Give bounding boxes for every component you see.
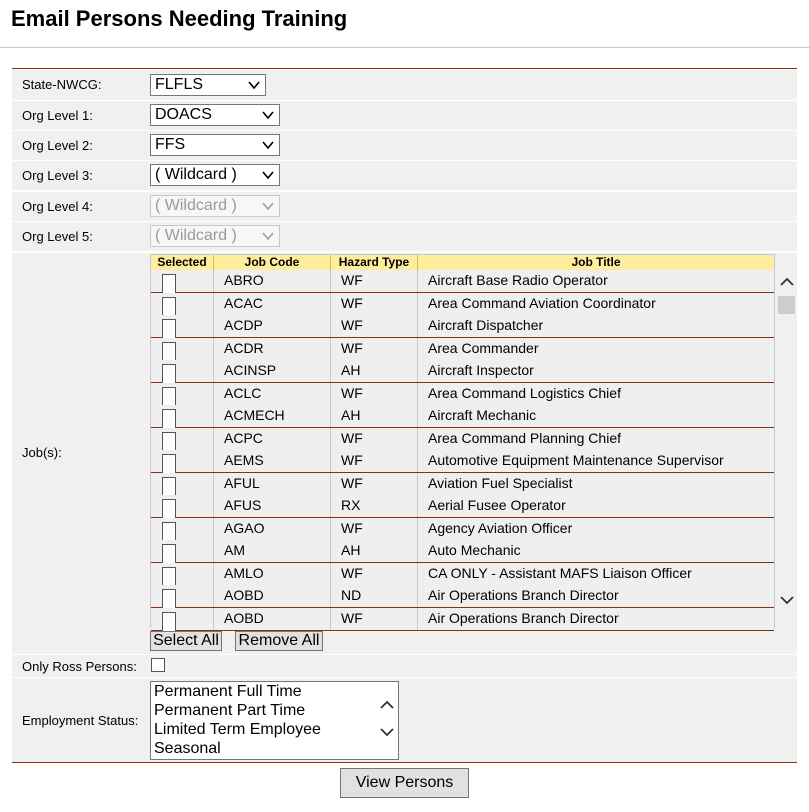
- column-divider: [213, 450, 214, 472]
- hazard-type-cell: AH: [341, 542, 361, 558]
- column-divider: [417, 293, 418, 315]
- employment-status-listbox[interactable]: [150, 681, 399, 760]
- org-level-2-value: FFS: [155, 136, 186, 153]
- hazard-type-cell: AH: [341, 407, 361, 423]
- only-ross-label: Only Ross Persons:: [22, 659, 137, 674]
- job-row[interactable]: [151, 473, 774, 496]
- employment-row: [12, 678, 797, 762]
- column-divider: [330, 518, 331, 540]
- column-divider: [213, 293, 214, 315]
- column-divider: [417, 405, 418, 427]
- column-divider: [213, 270, 214, 292]
- org-level-2-label: Org Level 2:: [22, 138, 93, 153]
- hazard-type-cell: WF: [341, 294, 363, 311]
- column-divider: [213, 383, 214, 405]
- column-divider: [330, 383, 331, 405]
- column-divider: [213, 608, 214, 630]
- hazard-type-cell: WF: [341, 429, 363, 446]
- remove-all-button[interactable]: Remove All: [235, 631, 323, 651]
- job-row[interactable]: [151, 495, 774, 518]
- hazard-type-cell: WF: [341, 474, 363, 491]
- column-divider: [213, 428, 214, 450]
- filter-row-org3: [12, 161, 797, 190]
- org-level-3-label: Org Level 3:: [22, 168, 93, 183]
- hazard-type-cell: WF: [341, 317, 363, 333]
- job-row[interactable]: [151, 293, 774, 316]
- column-divider: [330, 270, 331, 292]
- select-all-button[interactable]: Select All: [150, 631, 222, 651]
- column-divider: [330, 315, 331, 337]
- column-divider: [417, 473, 418, 495]
- job-row[interactable]: [151, 608, 774, 631]
- column-divider: [330, 540, 331, 562]
- org-level-4-value: ( Wildcard ): [155, 197, 237, 214]
- org-level-3-select[interactable]: [150, 164, 280, 186]
- filter-row-org2: [12, 131, 797, 160]
- job-code-cell: ACLC: [224, 384, 262, 401]
- job-code-cell: AGAO: [224, 519, 265, 536]
- chevron-down-icon[interactable]: [379, 724, 395, 740]
- hazard-type-cell: WF: [341, 609, 363, 626]
- column-divider: [330, 338, 331, 360]
- chevron-down-icon: [261, 108, 275, 122]
- column-divider: [213, 338, 214, 360]
- job-code-cell: ACPC: [224, 429, 263, 446]
- column-divider: [213, 473, 214, 495]
- job-row[interactable]: [151, 518, 774, 541]
- job-row[interactable]: [151, 563, 774, 586]
- column-divider: [213, 315, 214, 337]
- org-level-4-label: Org Level 4:: [22, 199, 93, 214]
- column-divider: [417, 450, 418, 472]
- jobs-table: [150, 254, 775, 628]
- job-code-cell: AFUL: [224, 474, 260, 491]
- column-divider: [330, 563, 331, 585]
- org-level-1-select[interactable]: [150, 104, 280, 126]
- filter-row-org1: [12, 101, 797, 130]
- column-header-selected[interactable]: Selected: [151, 255, 214, 270]
- column-divider: [330, 293, 331, 315]
- job-row[interactable]: [151, 315, 774, 338]
- column-divider: [417, 518, 418, 540]
- chevron-up-icon[interactable]: [379, 697, 395, 713]
- only-ross-checkbox[interactable]: [151, 658, 165, 672]
- job-code-cell: ACAC: [224, 294, 263, 311]
- chevron-up-icon[interactable]: [779, 274, 795, 290]
- column-divider: [417, 495, 418, 517]
- org-level-1-label: Org Level 1:: [22, 108, 93, 123]
- job-title-cell: Aviation Fuel Specialist: [428, 474, 573, 491]
- column-divider: [330, 428, 331, 450]
- column-divider: [417, 315, 418, 337]
- column-header-job-title[interactable]: Job Title: [571, 255, 621, 269]
- chevron-down-icon: [261, 168, 275, 182]
- column-divider: [417, 540, 418, 562]
- job-code-cell: AOBD: [224, 587, 264, 603]
- column-divider: [213, 405, 214, 427]
- job-code-cell: ACDP: [224, 317, 263, 333]
- job-row[interactable]: [151, 270, 774, 293]
- job-code-cell: AMLO: [224, 564, 264, 581]
- page-title: Email Persons Needing Training: [11, 6, 348, 31]
- org-level-1-value: DOACS: [155, 106, 212, 123]
- job-title-cell: Aircraft Inspector: [428, 362, 534, 378]
- column-divider: [330, 450, 331, 472]
- employment-status-label: Employment Status:: [22, 713, 139, 728]
- view-persons-button[interactable]: View Persons: [340, 768, 469, 798]
- hazard-type-cell: WF: [341, 519, 363, 536]
- column-divider: [330, 405, 331, 427]
- org-level-4-select: [150, 195, 280, 217]
- job-title-cell: Area Command Aviation Coordinator: [428, 294, 656, 311]
- title-divider: [0, 47, 809, 48]
- column-divider: [417, 360, 418, 382]
- chevron-down-icon: [261, 138, 275, 152]
- job-title-cell: Air Operations Branch Director: [428, 609, 619, 626]
- filter-row-state: [12, 70, 797, 100]
- job-code-cell: ACMECH: [224, 407, 285, 423]
- column-divider: [330, 585, 331, 607]
- state-select-value: FLFLS: [155, 76, 204, 93]
- job-title-cell: Aircraft Mechanic: [428, 407, 537, 423]
- chevron-down-icon: [261, 229, 275, 243]
- filter-row-org5: [12, 222, 797, 251]
- job-row[interactable]: [151, 540, 774, 563]
- job-row[interactable]: [151, 338, 774, 361]
- employment-option[interactable]: Permanent Full Time: [154, 683, 302, 700]
- hazard-type-cell: AH: [341, 362, 361, 378]
- job-title-cell: Area Command Logistics Chief: [428, 384, 621, 401]
- job-title-cell: Agency Aviation Officer: [428, 519, 573, 536]
- job-title-cell: Area Command Planning Chief: [428, 429, 621, 446]
- hazard-type-cell: RX: [341, 497, 361, 513]
- column-divider: [330, 360, 331, 382]
- column-divider: [417, 428, 418, 450]
- job-title-cell: Aerial Fusee Operator: [428, 497, 566, 513]
- hazard-type-cell: WF: [341, 272, 363, 288]
- job-row[interactable]: [151, 585, 774, 608]
- column-divider: [330, 495, 331, 517]
- column-divider: [213, 563, 214, 585]
- jobs-label: Job(s):: [22, 445, 62, 460]
- hazard-type-cell: WF: [341, 452, 363, 468]
- form-bottom-divider: [12, 762, 797, 763]
- hazard-type-cell: WF: [341, 564, 363, 581]
- column-divider: [213, 585, 214, 607]
- job-code-cell: AM: [224, 542, 245, 558]
- state-label: State-NWCG:: [22, 77, 102, 92]
- hazard-type-cell: WF: [341, 339, 363, 356]
- job-code-cell: AOBD: [224, 609, 264, 626]
- column-divider: [330, 473, 331, 495]
- job-code-cell: AEMS: [224, 452, 264, 468]
- column-header-hazard-type[interactable]: Hazard Type: [331, 255, 418, 270]
- column-divider: [417, 338, 418, 360]
- chevron-down-icon: [261, 199, 275, 213]
- only-ross-row: [12, 655, 797, 677]
- chevron-down-icon: [247, 78, 261, 92]
- job-code-cell: ABRO: [224, 272, 264, 288]
- job-title-cell: Auto Mechanic: [428, 542, 521, 558]
- column-divider: [330, 608, 331, 630]
- job-row[interactable]: [151, 360, 774, 383]
- column-divider: [417, 585, 418, 607]
- jobs-scrollbar[interactable]: [777, 270, 797, 626]
- org-level-2-select[interactable]: [150, 134, 280, 156]
- org-level-5-select: [150, 225, 280, 247]
- org-level-5-label: Org Level 5:: [22, 229, 93, 244]
- job-title-cell: Aircraft Dispatcher: [428, 317, 544, 333]
- employment-option[interactable]: Seasonal: [154, 740, 221, 757]
- filter-row-org4: [12, 192, 797, 221]
- employment-option[interactable]: Limited Term Employee: [154, 721, 321, 738]
- employment-option[interactable]: Permanent Part Time: [154, 702, 306, 719]
- job-code-cell: ACDR: [224, 339, 264, 356]
- job-row[interactable]: [151, 450, 774, 473]
- hazard-type-cell: ND: [341, 587, 362, 603]
- column-divider: [213, 518, 214, 540]
- form-top-divider: [12, 68, 797, 69]
- job-title-cell: Aircraft Base Radio Operator: [428, 272, 608, 288]
- job-title-cell: Area Commander: [428, 339, 539, 356]
- state-select[interactable]: [150, 74, 266, 96]
- jobs-table-header: [151, 255, 774, 271]
- column-divider: [213, 495, 214, 517]
- column-divider: [213, 540, 214, 562]
- job-row[interactable]: [151, 405, 774, 428]
- job-row[interactable]: [151, 383, 774, 406]
- job-code-cell: AFUS: [224, 497, 262, 513]
- org-level-3-value: ( Wildcard ): [155, 166, 237, 183]
- hazard-type-cell: WF: [341, 384, 363, 401]
- column-header-job-code[interactable]: Job Code: [214, 255, 331, 270]
- job-code-cell: ACINSP: [224, 362, 277, 378]
- column-divider: [417, 270, 418, 292]
- job-row[interactable]: [151, 428, 774, 451]
- column-divider: [417, 608, 418, 630]
- job-title-cell: Automotive Equipment Maintenance Supervisor: [428, 452, 724, 468]
- org-level-5-value: ( Wildcard ): [155, 227, 237, 244]
- job-title-cell: CA ONLY - Assistant MAFS Liaison Officer: [428, 564, 692, 581]
- job-title-cell: Air Operations Branch Director: [428, 587, 619, 603]
- scrollbar-thumb[interactable]: [778, 296, 795, 314]
- column-divider: [417, 563, 418, 585]
- chevron-down-icon[interactable]: [779, 592, 795, 608]
- column-divider: [213, 360, 214, 382]
- column-divider: [417, 383, 418, 405]
